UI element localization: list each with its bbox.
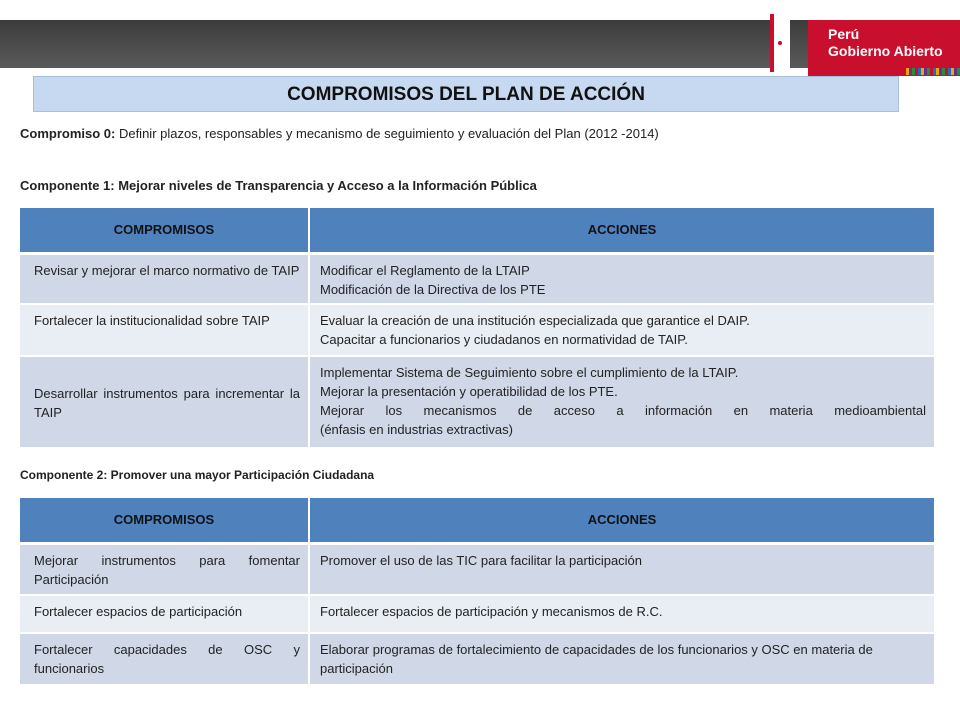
compromiso-cell: Fortalecer la institucionalidad sobre TAIP: [20, 304, 309, 356]
compromiso-cell: Mejorar instrumentos para fomentar Participación: [20, 543, 309, 595]
acciones-cell: [309, 356, 935, 448]
componente-2-table: [20, 498, 936, 686]
column-header-acciones: ACCIONES: [309, 498, 935, 543]
compromiso-0-text: Definir plazos, responsables y mecanismo de seguimiento y evaluación del Plan (2012 -2014): [115, 126, 659, 141]
accion-item: Modificar el Reglamento de la LTAIP: [320, 262, 530, 278]
brand-color-strip: [906, 68, 960, 75]
accion-item: Elaborar programas de fortalecimiento de capacidades de los funcionarios y OSC en materia de participación: [320, 642, 873, 676]
accion-item: Mejorar la presentación y operatibilidad de los PTE.: [320, 383, 618, 399]
acciones-cell: [309, 253, 935, 304]
page-title: COMPROMISOS DEL PLAN DE ACCIÓN: [33, 76, 899, 112]
table-row: [20, 633, 935, 685]
column-header-compromisos: COMPROMISOS: [20, 208, 309, 253]
brand-logo-text: [828, 26, 943, 60]
compromiso-0: [20, 126, 659, 141]
accion-item: Mejorar los mecanismos de acceso a información en materia medioambiental: [320, 402, 926, 418]
compromiso-cell: Fortalecer capacidades de OSC y funcionarios: [20, 633, 309, 685]
accion-item: Modificación de la Directiva de los PTE: [320, 281, 546, 297]
table-row: [20, 595, 935, 633]
compromiso-cell: Desarrollar instrumentos para incrementar la TAIP: [20, 356, 309, 448]
componente-1-table: [20, 208, 936, 449]
table-header-row: [20, 208, 935, 253]
compromiso-cell: Fortalecer espacios de participación: [20, 595, 309, 633]
table-row: [20, 543, 935, 595]
accion-item: (énfasis en industrias extractivas): [320, 421, 513, 437]
peru-door-logo-icon: [770, 14, 790, 72]
accion-item: Evaluar la creación de una institución especializada que garantice el DAIP.: [320, 312, 750, 328]
accion-item: Implementar Sistema de Seguimiento sobre el cumplimiento de la LTAIP.: [320, 364, 739, 380]
table-row: [20, 253, 935, 304]
accion-item: Fortalecer espacios de participación y mecanismos de R.C.: [320, 604, 663, 619]
table-header-row: [20, 498, 935, 543]
accion-item: Capacitar a funcionarios y ciudadanos en normatividad de TAIP.: [320, 331, 688, 347]
table-row: [20, 304, 935, 356]
acciones-cell: [309, 543, 935, 595]
acciones-cell: [309, 595, 935, 633]
column-header-compromisos: COMPROMISOS: [20, 498, 309, 543]
acciones-cell: [309, 304, 935, 356]
compromiso-cell: Revisar y mejorar el marco normativo de TAIP: [20, 253, 309, 304]
compromiso-0-label: Compromiso 0:: [20, 126, 116, 141]
brand-line-2: Gobierno Abierto: [828, 43, 943, 59]
column-header-acciones: ACCIONES: [309, 208, 935, 253]
brand-line-1: Perú: [828, 26, 860, 42]
acciones-cell: [309, 633, 935, 685]
componente-2-heading: Componente 2: Promover una mayor Participación Ciudadana: [20, 468, 375, 482]
table-row: [20, 356, 935, 448]
accion-item: Promover el uso de las TIC para facilitar la participación: [320, 552, 643, 568]
componente-1-heading: Componente 1: Mejorar niveles de Transparencia y Acceso a la Información Pública: [20, 178, 537, 193]
